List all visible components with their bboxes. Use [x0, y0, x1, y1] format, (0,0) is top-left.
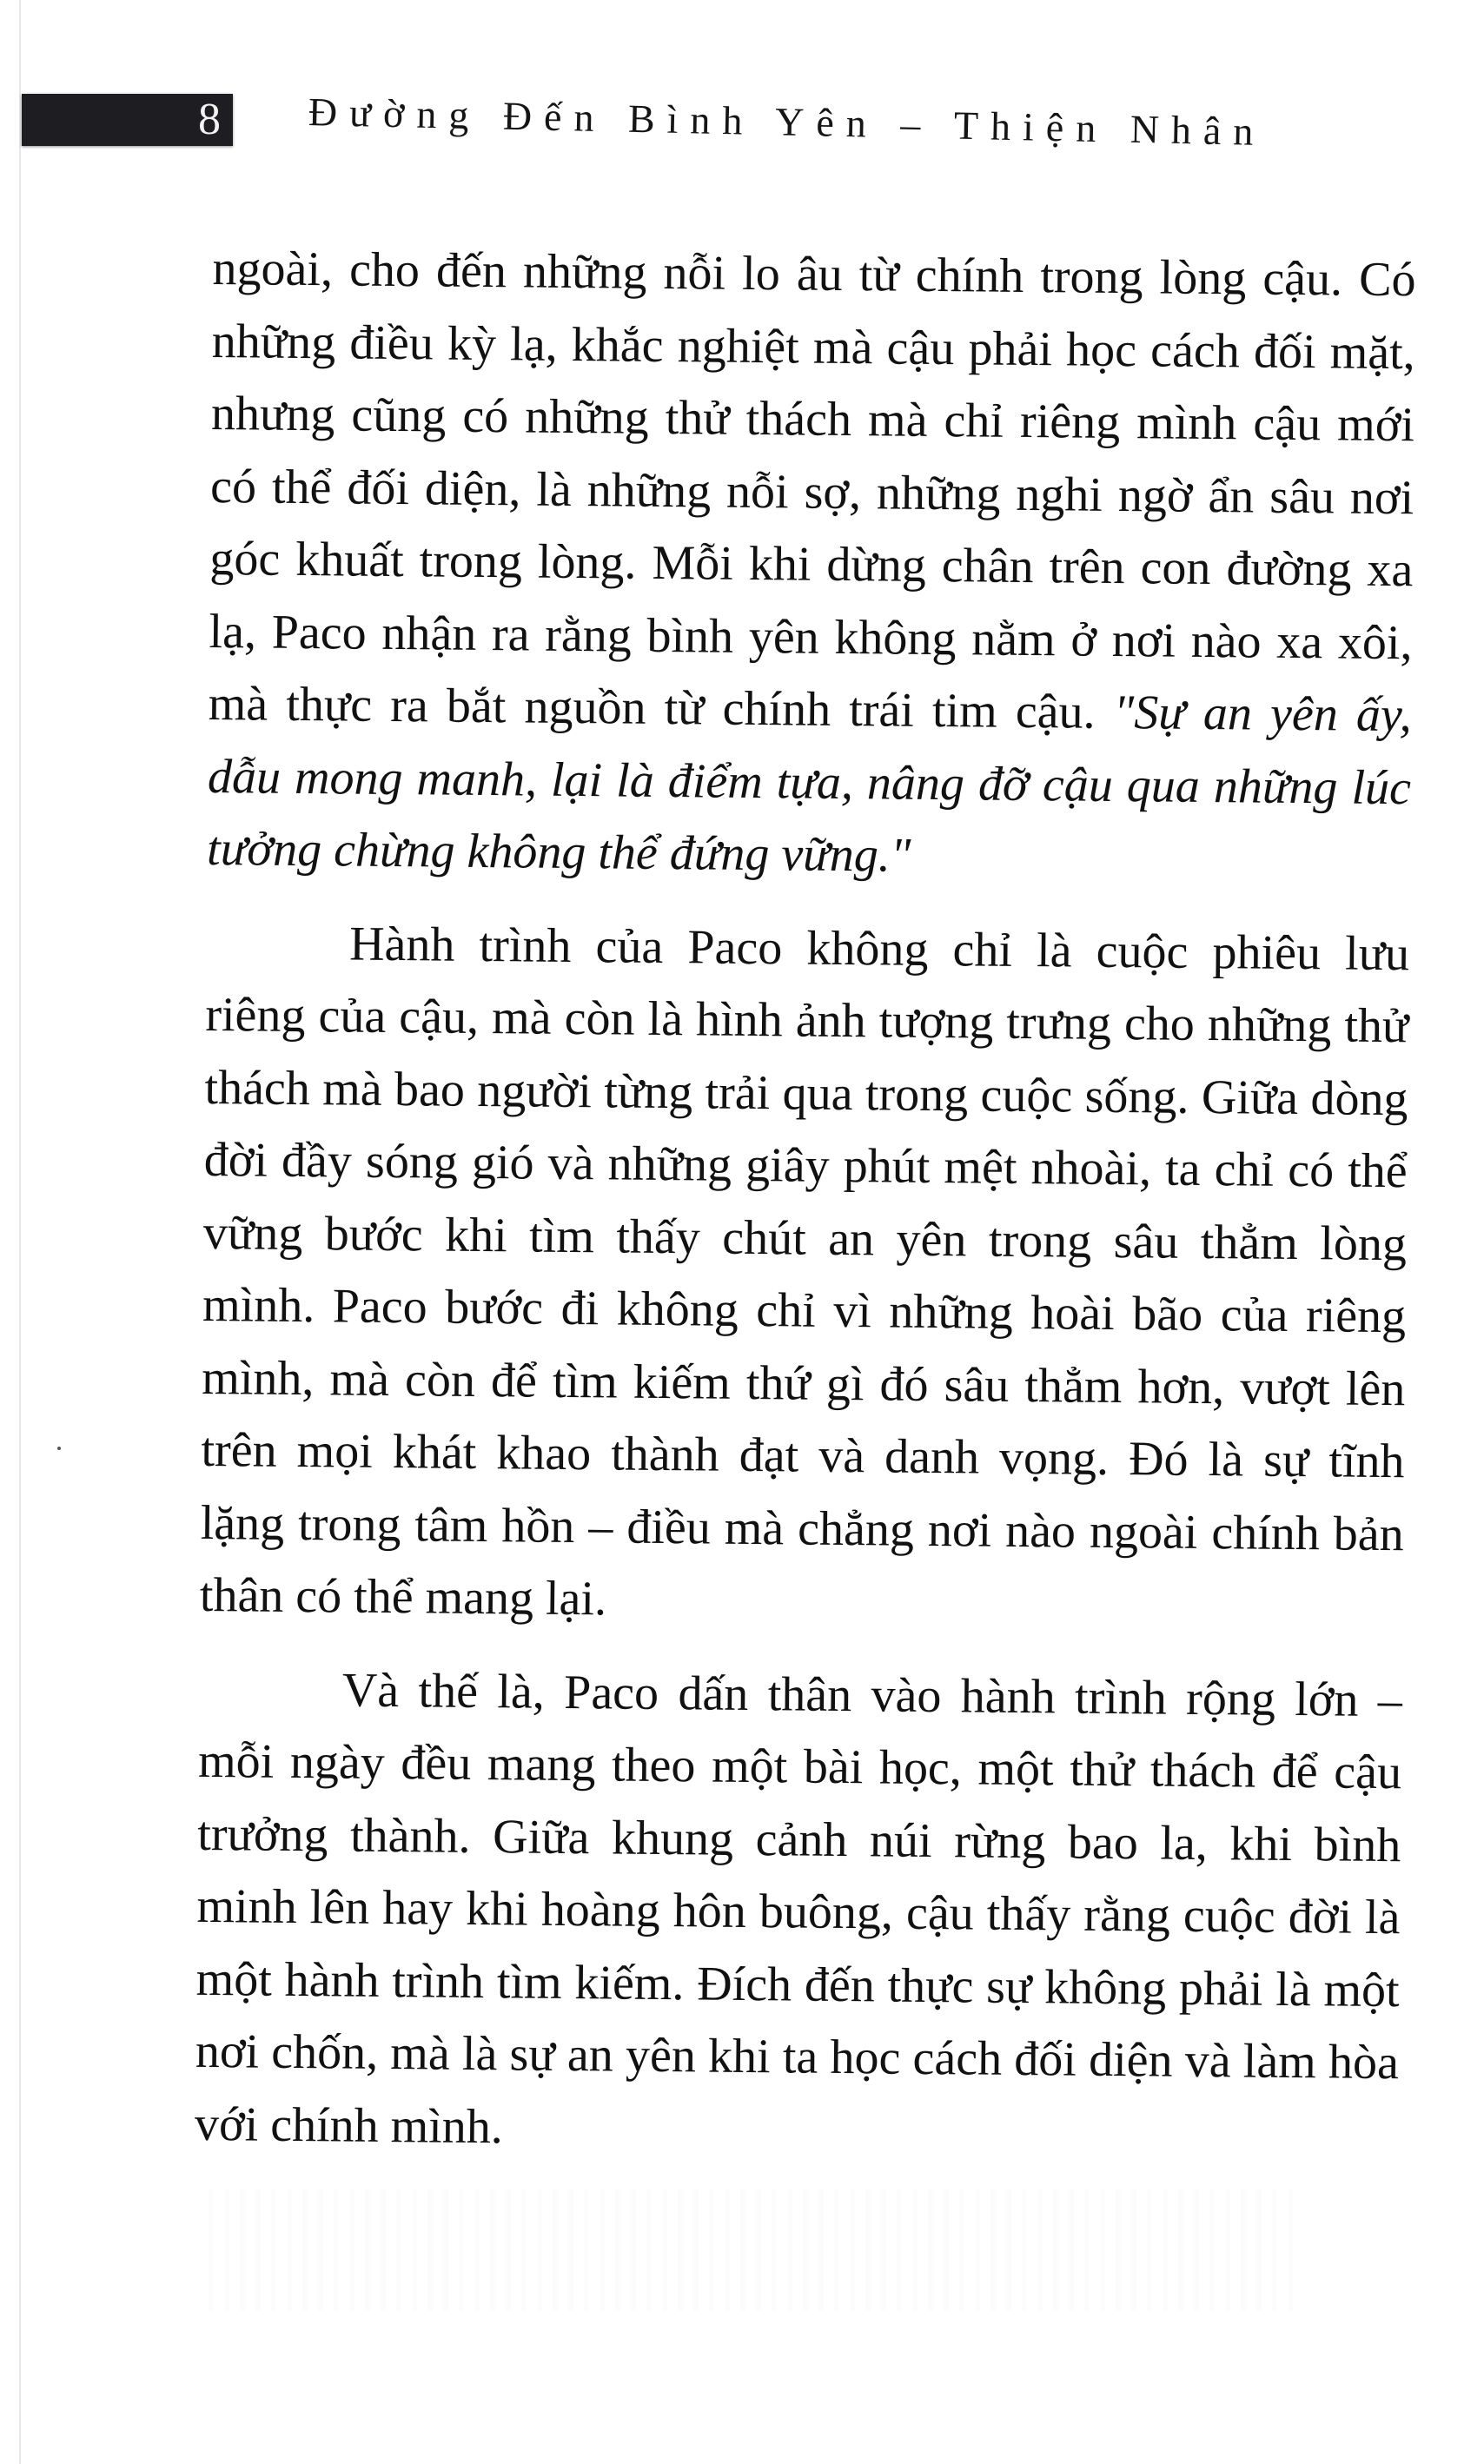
body-text	[195, 233, 1416, 2172]
running-title: Đường Đến Bình Yên – Thiện Nhân	[308, 89, 1266, 155]
italic-quote: "Sự an yên ấy, dẫu mong manh, lại là điểm tựa, nâng đỡ cậu qua những lúc tưởng chừng không thể đứng vững."	[206, 685, 1413, 883]
page-number: 8	[198, 95, 221, 144]
paragraph-2: Hành trình của Paco không chỉ là cuộc phiêu lưu riêng của cậu, mà còn là hình ảnh tượng trưng cho những thử thách mà bao người từng trải qua trong cuộc sống. Giữa dòng đời đầy sóng gió và những giây phút mệt nhoài, ta chỉ có thể vững bước khi tìm thấy chút an yên trong sâu thẳm lòng mình. Paco bước đi không chỉ vì những hoài bão của riêng mình, mà còn để tìm kiếm thứ gì đó sâu thẳm hơn, vượt lên trên mọi khát khao thành đạt và danh vọng. Đó là sự tĩnh lặng trong tâm hồn – điều mà chẳng nơi nào ngoài chính bản thân có thể mang lại.	[199, 917, 1410, 1626]
running-header	[0, 87, 1484, 165]
scan-speck	[57, 1447, 61, 1450]
paragraph-1	[207, 233, 1416, 898]
page-edge	[19, 0, 21, 2464]
page-number-tab	[22, 94, 233, 146]
paragraph-1-text: ngoài, cho đến những nỗi lo âu từ chính trong lòng cậu. Có những điều kỳ lạ, khắc nghiệt mà cậu phải học cách đối mặt, nhưng cũng có những thử thách mà chỉ riêng mình cậu mới có thể đối diện, là những nỗi sợ, những nghi ngờ ẩn sâu nơi góc khuất trong lòng. Mỗi khi dừng chân trên con đường xa lạ, Paco nhận ra rằng bình yên không nằm ở nơi nào xa xôi, mà thực ra bắt nguồn từ chính trái tim cậu.	[208, 241, 1416, 739]
paragraph-3: Và thế là, Paco dấn thân vào hành trình rộng lớn – mỗi ngày đều mang theo một bài học, một thử thách để cậu trưởng thành. Giữa khung cảnh núi rừng bao la, khi bình minh lên hay khi hoàng hôn buông, cậu thấy rằng cuộc đời là một hành trình tìm kiếm. Đích đến thực sự không phải là một nơi chốn, mà là sự an yên khi ta học cách đối diện và làm hòa với chính mình.	[194, 1663, 1403, 2154]
show-through-bleed	[209, 2189, 1295, 2311]
